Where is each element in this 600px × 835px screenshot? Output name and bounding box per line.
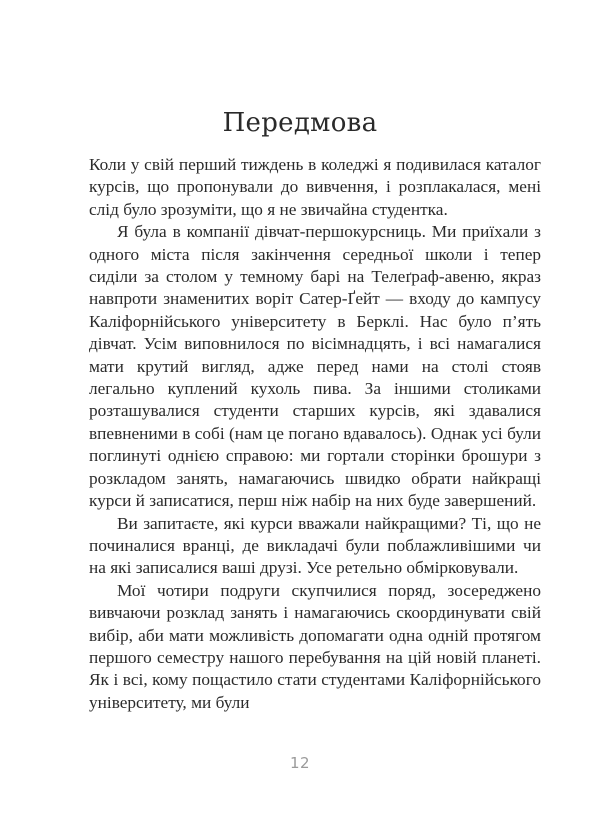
paragraph: Мої чотири подруги скупчилися поряд, зосереджено вивчаючи розклад занять і намагаючись скоординувати свій вибір, аби мати можливість допомагати одна одній протягом першого семестру нашого перебування на цій новій планеті. Як і всі, кому пощастило стати студентами Каліфорнійського університету, ми були bbox=[89, 580, 541, 712]
paragraph: Ви запитаєте, які курси вважали найкращими? Ті, що не починалися вранці, де викладачі були поблажливішими чи на які записалися ваші друзі. Усе ретельно обмірковували. bbox=[89, 513, 541, 578]
page-number: 12 bbox=[289, 754, 311, 772]
paragraph: Коли у свій перший тиждень в коледжі я подивилася каталог курсів, що пропонували до вивчення, і розплакалася, мені слід було зрозуміти, що я не звичайна студентка. bbox=[89, 155, 541, 219]
paragraph: Я була в компанії дівчат-першокурсниць. Ми приїхали з одного міста після закінчення середньої школи і тепер сиділи за столом у темному барі на Телеґраф-авеню, якраз навпроти знаменитих воріт Сатер-Ґейт — входу до кампусу Каліфорнійського університету в Берклі. Нас було п’ять дівчат. Усім виповнилося по вісімнадцять, і всі намагалися мати крутий вигляд, адже перед нами на столі стояв легально куплений кухоль пива. За іншими столиками розташувалися студенти старших курсів, які здавалися впевненими в собі (нам це погано вдавалось). Однак усі були поглинуті однією справою: ми гортали сторінки брошури з розкладом занять, намагаючись швидко обрати найкращі курси й записатися, перш ніж набір на них буде завершений. bbox=[89, 222, 541, 511]
chapter-title: Передмова bbox=[222, 108, 378, 138]
chapter-body bbox=[89, 154, 541, 714]
